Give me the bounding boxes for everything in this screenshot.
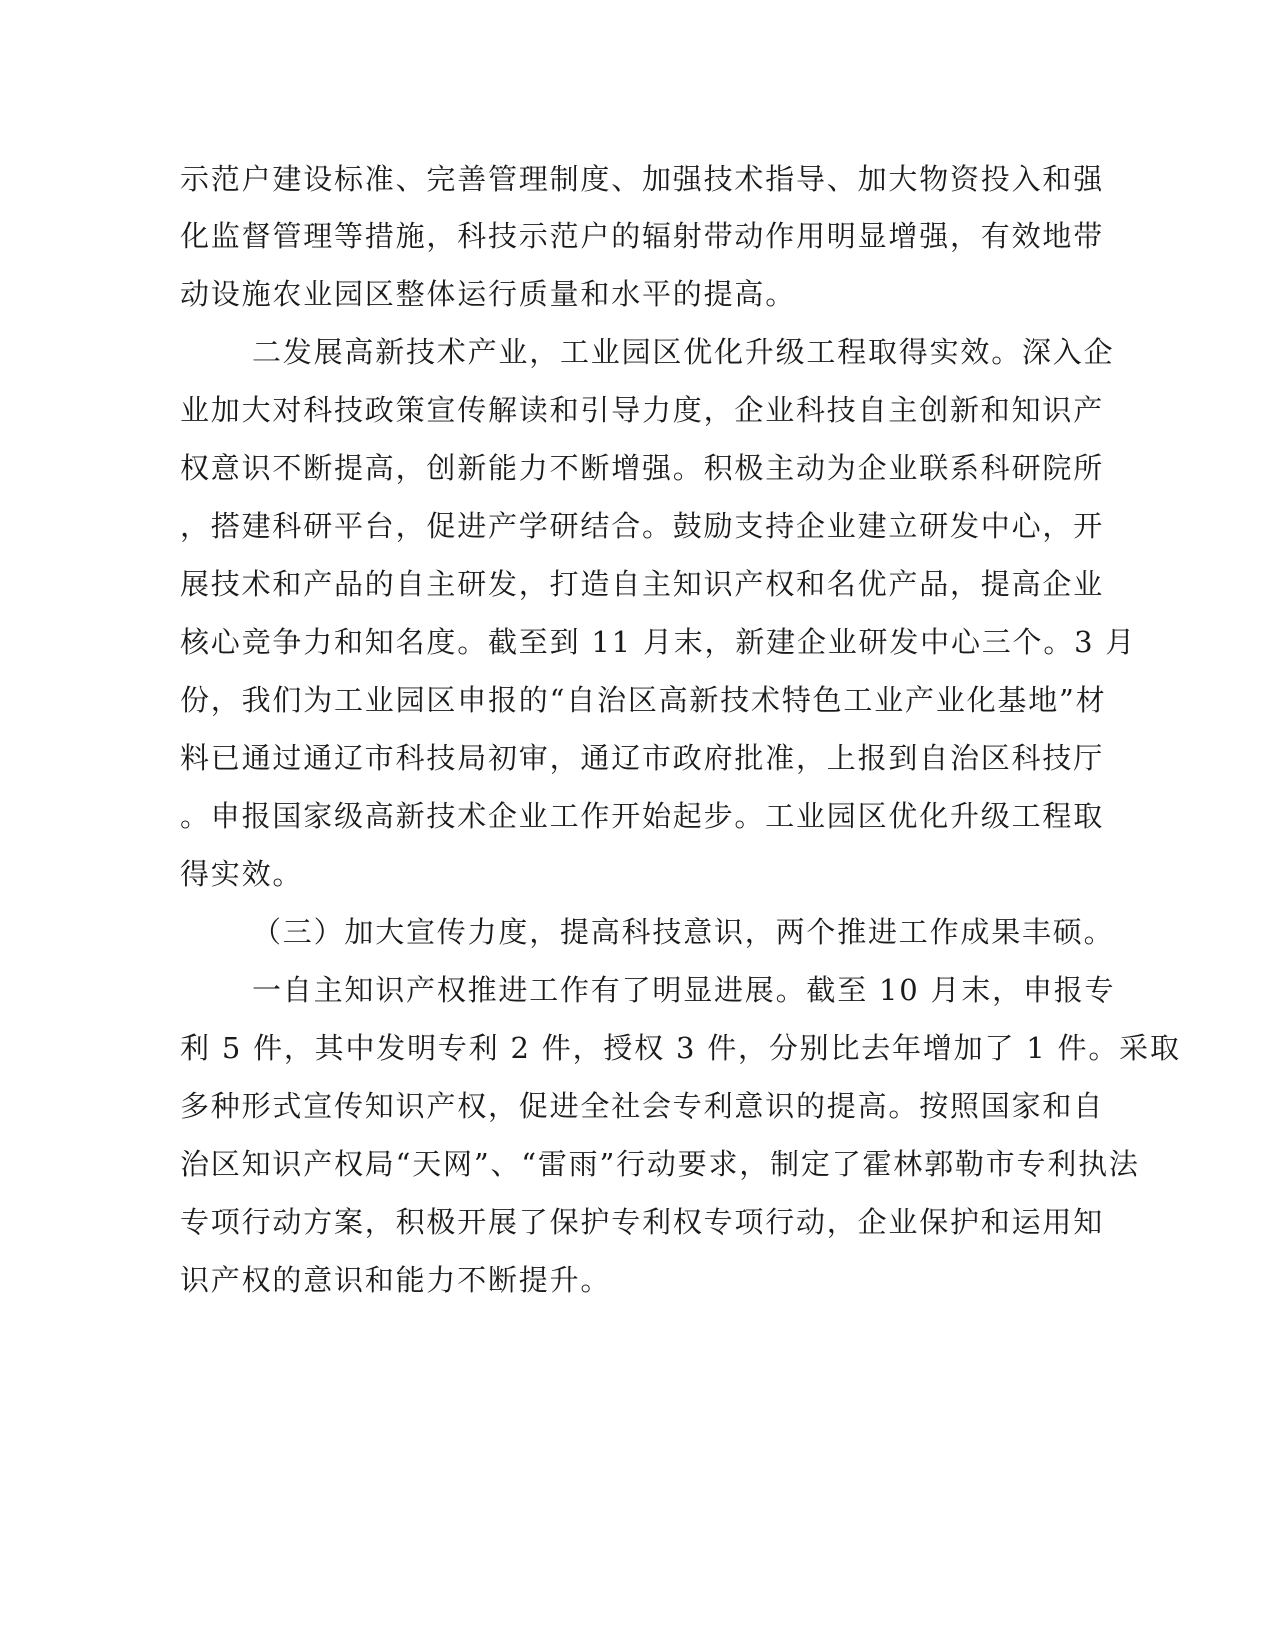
section-heading: （三）加大宣传力度，提高科技意识，两个推进工作成果丰硕。 [252,915,1115,949]
text-line: 份，我们为工业园区申报的“自治区高新技术特色工业产业化基地”材 [180,683,1107,717]
text-line: 多种形式宣传知识产权，促进全社会专利意识的提高。按照国家和自 [180,1089,1105,1123]
text-line: 料已通过通辽市科技局初审，通辽市政府批准，上报到自治区科技厅 [180,741,1105,775]
text-line: 化监督管理等措施，科技示范户的辐射带动作用明显增强，有效地带 [180,219,1105,253]
paragraph-first-line: 一自主知识产权推进工作有了明显进展。截至 10 月末，申报专 [252,973,1116,1007]
text-line: 得实效。 [180,857,304,891]
text-line: 核心竞争力和知名度。截至到 11 月末，新建企业研发中心三个。3 月 [180,625,1137,659]
text-line: 。申报国家级高新技术企业工作开始起步。工业园区优化升级工程取 [180,799,1105,833]
text-line: 展技术和产品的自主研发，打造自主知识产权和名优产品，提高企业 [180,567,1105,601]
text-line: ，搭建科研平台，促进产学研结合。鼓励支持企业建立研发中心，开 [180,509,1105,543]
text-line: 专项行动方案，积极开展了保护专利权专项行动，企业保护和运用知 [180,1205,1105,1239]
text-line: 识产权的意识和能力不断提升。 [180,1263,612,1297]
text-line: 利 5 件，其中发明专利 2 件，授权 3 件，分别比去年增加了 1 件。采取 [180,1031,1181,1065]
text-line: 示范户建设标准、完善管理制度、加强技术指导、加大物资投入和强 [180,162,1105,196]
paragraph-first-line: 二发展高新技术产业，工业园区优化升级工程取得实效。深入企 [252,335,1115,369]
text-line: 治区知识产权局“天网”、“雷雨”行动要求，制定了霍林郭勒市专利执法 [180,1147,1140,1181]
text-line: 业加大对科技政策宣传解读和引导力度，企业科技自主创新和知识产 [180,393,1105,427]
text-line: 权意识不断提高，创新能力不断增强。积极主动为企业联系科研院所 [180,451,1105,485]
text-line: 动设施农业园区整体运行质量和水平的提高。 [180,277,797,311]
